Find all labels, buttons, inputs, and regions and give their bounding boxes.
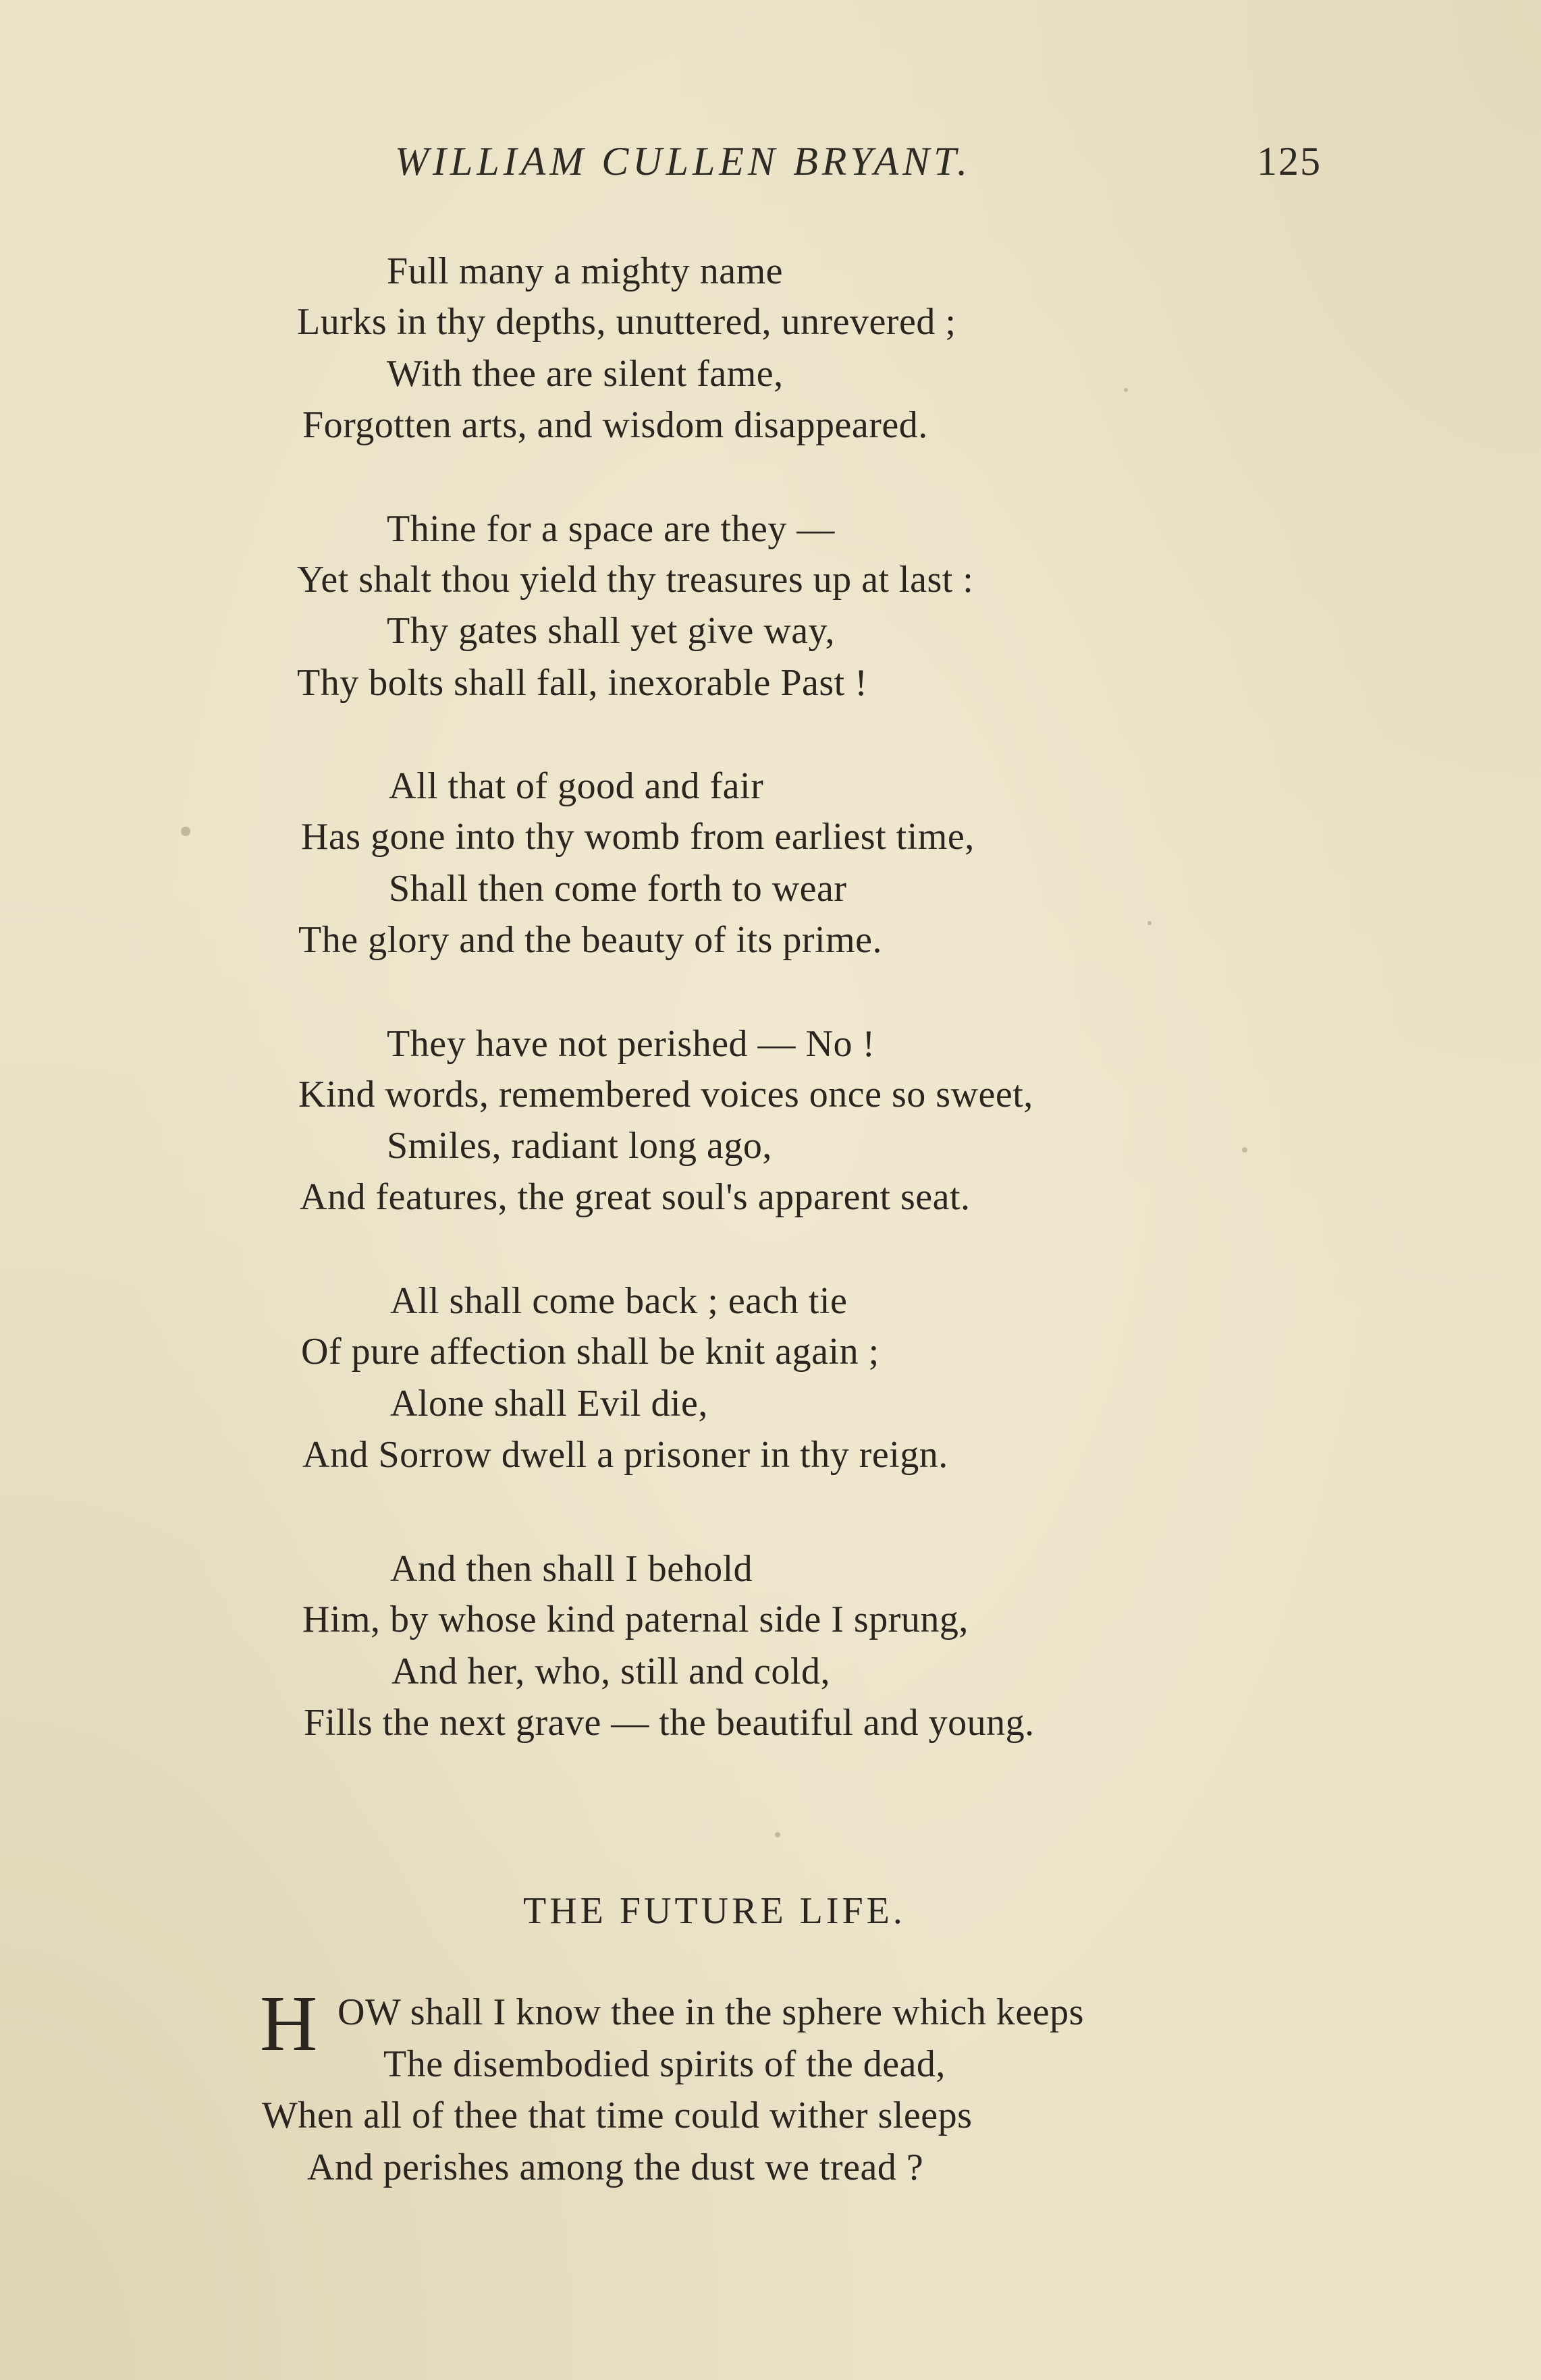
poem-line: And then shall I behold	[390, 1548, 753, 1590]
poem-line: Full many a mighty name	[387, 250, 783, 292]
poem-line: OW shall I know thee in the sphere which keeps	[337, 1991, 1084, 2033]
paper-speck	[181, 827, 190, 836]
poem-line: Lurks in thy depths, unuttered, unrevered ;	[297, 301, 956, 343]
poem-line: Of pure affection shall be knit again ;	[301, 1331, 880, 1373]
poem-line: And her, who, still and cold,	[391, 1651, 830, 1692]
poem-line: Smiles, radiant long ago,	[387, 1125, 772, 1167]
poem-line: Alone shall Evil die,	[390, 1383, 708, 1424]
paper-speck	[775, 1832, 780, 1837]
poem-line: And perishes among the dust we tread ?	[307, 2147, 924, 2188]
page-number: 125	[1257, 139, 1322, 184]
poem-line: Thine for a space are they —	[387, 508, 835, 550]
poem-line: Thy bolts shall fall, inexorable Past !	[297, 662, 868, 704]
drop-cap: H	[260, 1979, 318, 2068]
poem-line: With thee are silent fame,	[387, 353, 784, 395]
poem-line: And Sorrow dwell a prisoner in thy reign.	[302, 1434, 948, 1476]
poem-line: Thy gates shall yet give way,	[387, 610, 836, 652]
poem-line: And features, the great soul's apparent seat.	[300, 1176, 971, 1218]
poem-line: The disembodied spirits of the dead,	[383, 2043, 946, 2085]
paper-speck	[1147, 921, 1152, 925]
poem-line: Kind words, remembered voices once so sweet,	[298, 1074, 1033, 1115]
poem-line: The glory and the beauty of its prime.	[298, 919, 882, 961]
running-head: WILLIAM CULLEN BRYANT.	[395, 139, 972, 184]
poem-line: They have not perished — No !	[387, 1023, 875, 1065]
poem-line: Shall then come forth to wear	[389, 868, 847, 910]
poem-line: All shall come back ; each tie	[390, 1280, 848, 1322]
poem-line: When all of thee that time could wither sleeps	[262, 2095, 973, 2136]
poem-line: All that of good and fair	[389, 765, 764, 807]
poem-line: Has gone into thy womb from earliest time,	[301, 816, 975, 858]
paper-speck	[1124, 388, 1128, 392]
poem-title: THE FUTURE LIFE.	[523, 1890, 906, 1932]
poem-line: Fills the next grave — the beautiful and young.	[304, 1702, 1035, 1744]
paper-speck	[1242, 1147, 1247, 1153]
poem-line: Him, by whose kind paternal side I sprung,	[302, 1599, 969, 1640]
poem-line: Yet shalt thou yield thy treasures up at last :	[297, 559, 974, 601]
poem-line: Forgotten arts, and wisdom disappeared.	[302, 404, 928, 446]
